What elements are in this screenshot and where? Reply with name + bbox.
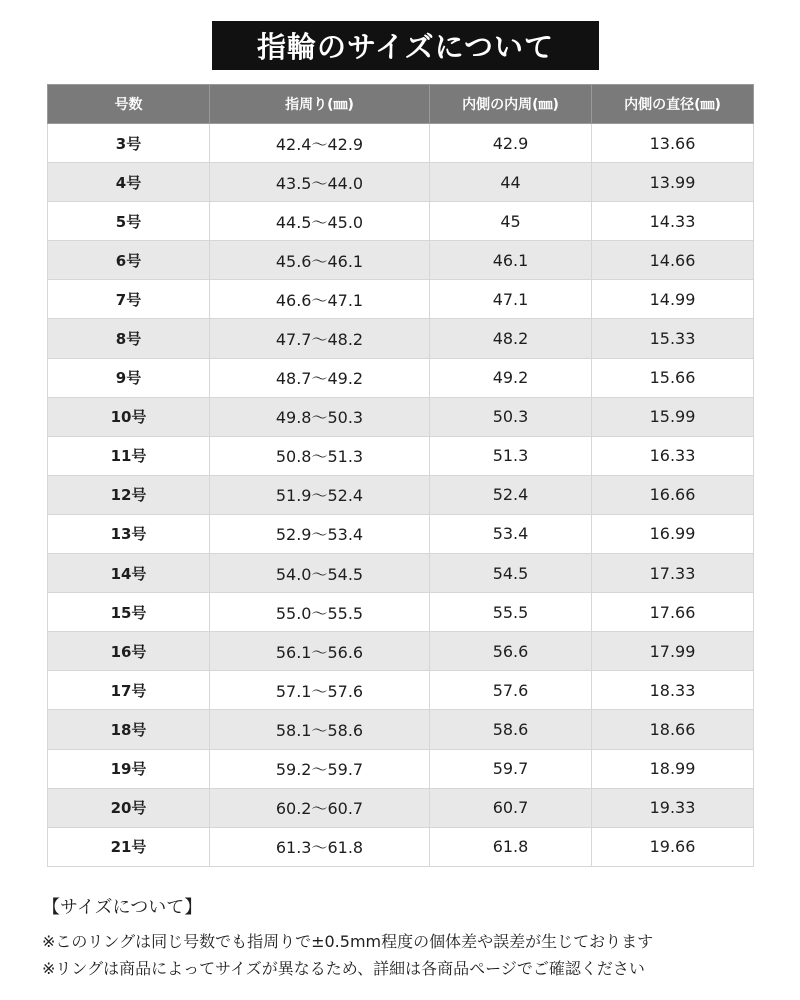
cell-size-number: 19号	[48, 749, 210, 788]
cell-inner-diameter: 18.66	[592, 710, 754, 749]
cell-inner-circumference: 55.5	[430, 593, 592, 632]
cell-inner-circumference: 58.6	[430, 710, 592, 749]
header-finger-circumference: 指周り(㎜)	[210, 85, 430, 124]
table-row	[48, 397, 754, 436]
cell-inner-circumference: 56.6	[430, 632, 592, 671]
cell-inner-circumference: 57.6	[430, 671, 592, 710]
cell-inner-circumference: 60.7	[430, 788, 592, 827]
ring-size-table	[47, 84, 754, 867]
cell-size-number: 9号	[48, 358, 210, 397]
table-row	[48, 710, 754, 749]
table-row	[48, 202, 754, 241]
cell-size-number: 13号	[48, 514, 210, 553]
cell-inner-diameter: 18.99	[592, 749, 754, 788]
cell-inner-circumference: 49.2	[430, 358, 592, 397]
cell-finger-circumference: 58.1～58.6	[210, 710, 430, 749]
table-row	[48, 163, 754, 202]
table-row	[48, 319, 754, 358]
table-header-row	[48, 85, 754, 124]
note-line: ※リングは商品によってサイズが異なるため、詳細は各商品ページでご確認ください	[42, 959, 645, 978]
cell-size-number: 10号	[48, 397, 210, 436]
table-row	[48, 280, 754, 319]
cell-inner-circumference: 61.8	[430, 827, 592, 866]
cell-finger-circumference: 47.7～48.2	[210, 319, 430, 358]
size-notes	[42, 894, 782, 982]
cell-inner-circumference: 42.9	[430, 124, 592, 163]
cell-finger-circumference: 52.9～53.4	[210, 514, 430, 553]
cell-finger-circumference: 54.0～54.5	[210, 554, 430, 593]
cell-inner-circumference: 45	[430, 202, 592, 241]
cell-finger-circumference: 61.3～61.8	[210, 827, 430, 866]
table-row	[48, 241, 754, 280]
cell-inner-circumference: 54.5	[430, 554, 592, 593]
cell-inner-diameter: 15.99	[592, 397, 754, 436]
cell-size-number: 11号	[48, 436, 210, 475]
table-row	[48, 436, 754, 475]
table-row	[48, 124, 754, 163]
cell-finger-circumference: 45.6～46.1	[210, 241, 430, 280]
cell-inner-diameter: 16.99	[592, 514, 754, 553]
cell-finger-circumference: 48.7～49.2	[210, 358, 430, 397]
page-title	[212, 21, 599, 70]
cell-inner-diameter: 16.66	[592, 475, 754, 514]
cell-size-number: 20号	[48, 788, 210, 827]
cell-inner-diameter: 15.33	[592, 319, 754, 358]
cell-size-number: 6号	[48, 241, 210, 280]
cell-inner-diameter: 13.99	[592, 163, 754, 202]
table-row	[48, 554, 754, 593]
table-row	[48, 827, 754, 866]
cell-size-number: 3号	[48, 124, 210, 163]
table-row	[48, 475, 754, 514]
cell-inner-diameter: 16.33	[592, 436, 754, 475]
header-inner-diameter: 内側の直径(㎜)	[592, 85, 754, 124]
cell-size-number: 15号	[48, 593, 210, 632]
cell-size-number: 8号	[48, 319, 210, 358]
cell-inner-circumference: 44	[430, 163, 592, 202]
cell-inner-diameter: 13.66	[592, 124, 754, 163]
cell-inner-diameter: 19.66	[592, 827, 754, 866]
header-size-number: 号数	[48, 85, 210, 124]
table-row	[48, 358, 754, 397]
cell-finger-circumference: 46.6～47.1	[210, 280, 430, 319]
table-row	[48, 632, 754, 671]
header-inner-circumference: 内側の内周(㎜)	[430, 85, 592, 124]
cell-size-number: 18号	[48, 710, 210, 749]
cell-inner-diameter: 17.33	[592, 554, 754, 593]
cell-size-number: 7号	[48, 280, 210, 319]
cell-inner-diameter: 14.33	[592, 202, 754, 241]
cell-finger-circumference: 49.8～50.3	[210, 397, 430, 436]
cell-size-number: 21号	[48, 827, 210, 866]
cell-inner-diameter: 18.33	[592, 671, 754, 710]
table-row	[48, 593, 754, 632]
cell-size-number: 14号	[48, 554, 210, 593]
cell-inner-circumference: 46.1	[430, 241, 592, 280]
page-title-text: 指輪のサイズについて	[256, 30, 555, 64]
cell-size-number: 5号	[48, 202, 210, 241]
cell-inner-circumference: 48.2	[430, 319, 592, 358]
cell-finger-circumference: 59.2～59.7	[210, 749, 430, 788]
cell-inner-diameter: 14.99	[592, 280, 754, 319]
table-body	[48, 124, 754, 867]
cell-inner-diameter: 15.66	[592, 358, 754, 397]
cell-inner-circumference: 53.4	[430, 514, 592, 553]
cell-inner-circumference: 52.4	[430, 475, 592, 514]
cell-finger-circumference: 57.1～57.6	[210, 671, 430, 710]
cell-inner-diameter: 19.33	[592, 788, 754, 827]
table-row	[48, 514, 754, 553]
note-line: ※このリングは同じ号数でも指周りで±0.5mm程度の個体差や誤差が生じております	[42, 932, 654, 951]
cell-size-number: 12号	[48, 475, 210, 514]
cell-size-number: 17号	[48, 671, 210, 710]
cell-finger-circumference: 60.2～60.7	[210, 788, 430, 827]
cell-finger-circumference: 44.5～45.0	[210, 202, 430, 241]
cell-inner-circumference: 47.1	[430, 280, 592, 319]
table-row	[48, 788, 754, 827]
cell-inner-diameter: 14.66	[592, 241, 754, 280]
cell-inner-diameter: 17.66	[592, 593, 754, 632]
table-row	[48, 671, 754, 710]
cell-size-number: 16号	[48, 632, 210, 671]
cell-inner-circumference: 50.3	[430, 397, 592, 436]
table-row	[48, 749, 754, 788]
cell-finger-circumference: 43.5～44.0	[210, 163, 430, 202]
cell-finger-circumference: 51.9～52.4	[210, 475, 430, 514]
cell-finger-circumference: 42.4～42.9	[210, 124, 430, 163]
cell-inner-circumference: 59.7	[430, 749, 592, 788]
cell-size-number: 4号	[48, 163, 210, 202]
cell-inner-circumference: 51.3	[430, 436, 592, 475]
notes-heading: 【サイズについて】	[42, 897, 203, 918]
cell-inner-diameter: 17.99	[592, 632, 754, 671]
cell-finger-circumference: 55.0～55.5	[210, 593, 430, 632]
cell-finger-circumference: 50.8～51.3	[210, 436, 430, 475]
cell-finger-circumference: 56.1～56.6	[210, 632, 430, 671]
table-header	[48, 85, 754, 124]
